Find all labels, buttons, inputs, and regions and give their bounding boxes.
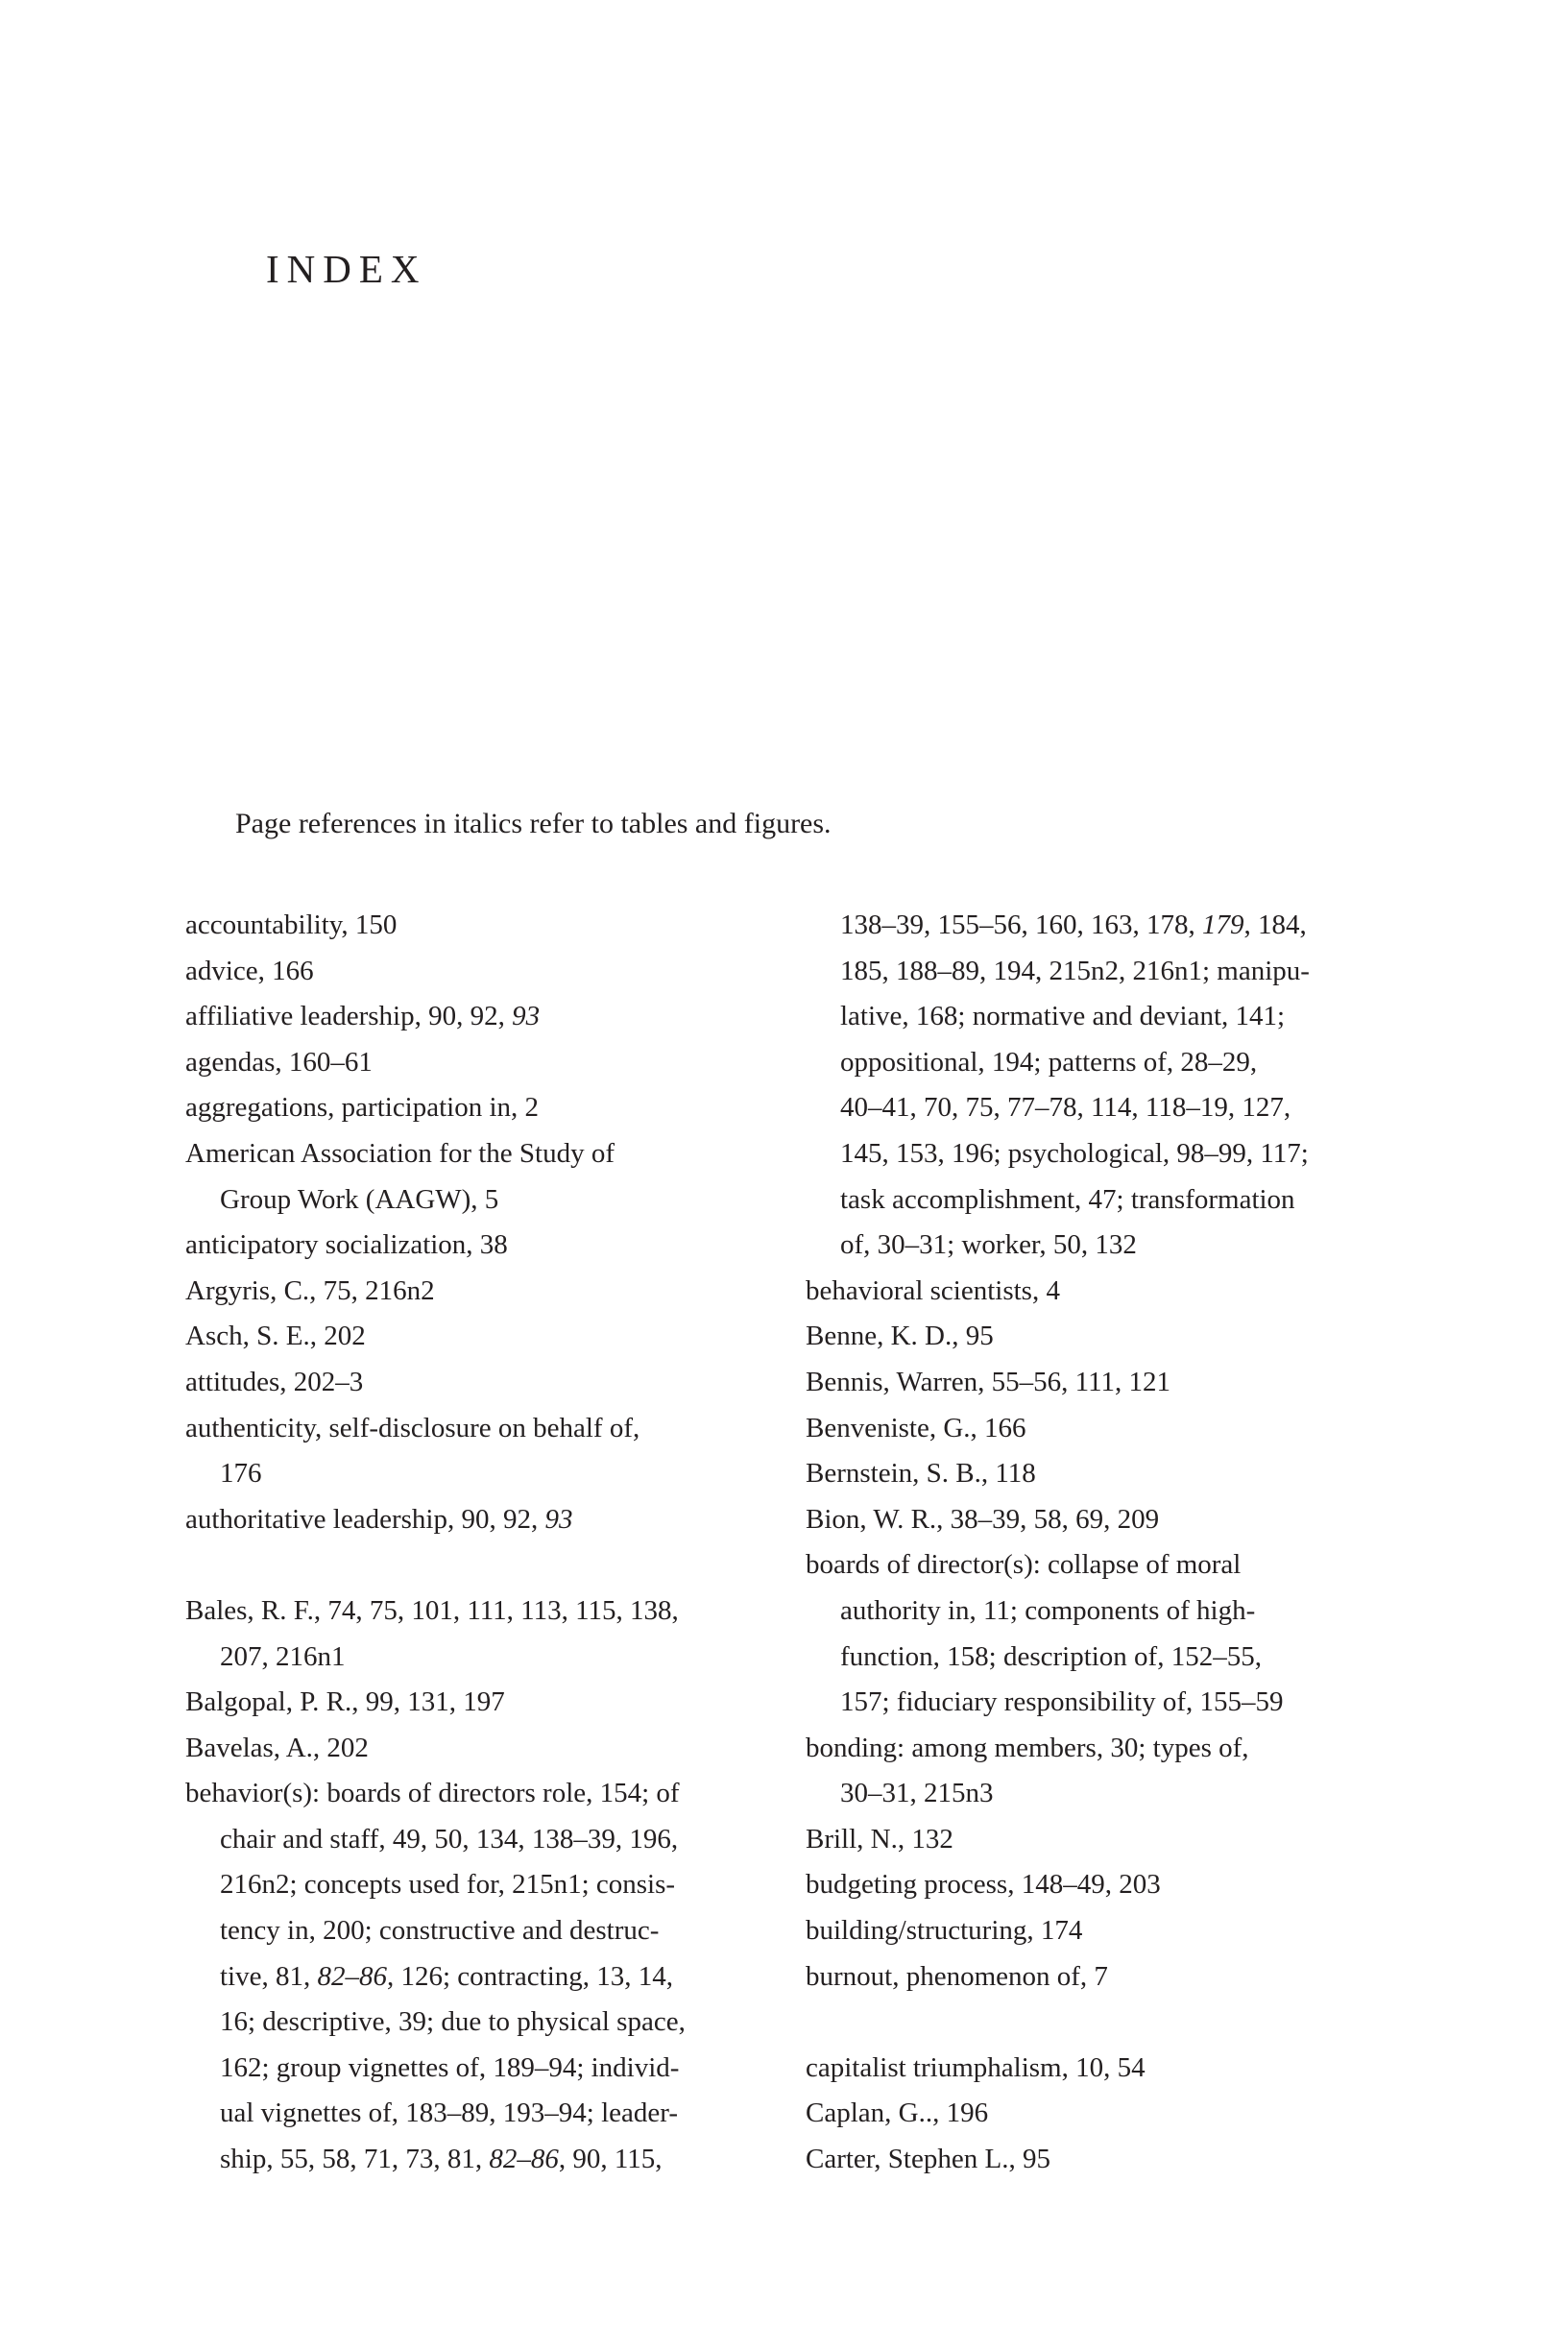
index-entry-line <box>806 1360 1310 1406</box>
entry-text: , 90, 115, <box>558 2144 663 2175</box>
index-entry-line <box>185 1954 686 2000</box>
entry-text: attitudes, 202–3 <box>185 1366 364 1397</box>
index-entry-line <box>806 1269 1310 1315</box>
entry-text: American Association for the Study of <box>185 1137 615 1169</box>
index-entry-line <box>185 1726 686 1772</box>
italic-page-ref: 82–86 <box>489 2144 559 2175</box>
index-entry-line <box>185 1360 686 1406</box>
index-entry-line <box>806 2091 1310 2137</box>
index-entry-line <box>806 1635 1310 1681</box>
index-entry-line <box>185 1451 686 1497</box>
entry-text: Caplan, G.., 196 <box>806 2097 989 2129</box>
index-entry-line <box>806 949 1310 995</box>
index-entry-line <box>806 1726 1310 1772</box>
entry-text: Bennis, Warren, 55–56, 111, 121 <box>806 1366 1170 1397</box>
entry-text: accountability, 150 <box>185 909 398 940</box>
entry-text: authority in, 11; components of high- <box>840 1594 1256 1626</box>
index-entry-line <box>185 1131 686 1177</box>
index-column-left <box>185 903 686 2183</box>
entry-text: Balgopal, P. R., 99, 131, 197 <box>185 1686 505 1718</box>
entry-text: Benne, K. D., 95 <box>806 1321 994 1352</box>
page-title: INDEX <box>266 247 427 291</box>
index-entry-line <box>185 1588 686 1635</box>
index-entry-line <box>185 1497 686 1543</box>
entry-text: task accomplishment, 47; transformation <box>840 1183 1295 1215</box>
index-entry-line <box>185 1085 686 1131</box>
index-entry-line <box>185 1040 686 1086</box>
index-entry-line <box>185 1223 686 1269</box>
index-entry-line <box>185 1406 686 1452</box>
index-entry-line <box>806 1680 1310 1726</box>
entry-text: agendas, 160–61 <box>185 1046 373 1078</box>
entry-text: building/structuring, 174 <box>806 1915 1083 1947</box>
index-entry-line <box>806 1040 1310 1086</box>
entry-text: burnout, phenomenon of, 7 <box>806 1960 1108 1992</box>
index-entry-line <box>806 994 1310 1040</box>
index-entry-line <box>806 1862 1310 1908</box>
entry-text: 216n2; concepts used for, 215n1; consis- <box>220 1869 676 1901</box>
index-entry-line <box>185 1635 686 1681</box>
italic-page-ref: 82–86 <box>317 1960 387 1992</box>
index-entry-line <box>806 1314 1310 1360</box>
entry-text: 157; fiduciary responsibility of, 155–59 <box>840 1686 1284 1718</box>
entry-text: of, 30–31; worker, 50, 132 <box>840 1229 1137 1261</box>
entry-text: Bales, R. F., 74, 75, 101, 111, 113, 115, 138, <box>185 1594 679 1626</box>
entry-text: 176 <box>220 1458 262 1490</box>
index-entry-line <box>185 994 686 1040</box>
index-entry-line <box>806 2046 1310 2092</box>
index-entry-line <box>185 2000 686 2046</box>
entry-text: anticipatory socialization, 38 <box>185 1229 508 1261</box>
index-entry-line <box>185 2046 686 2092</box>
entry-text: bonding: among members, 30; types of, <box>806 1732 1249 1763</box>
index-entry-line <box>806 1451 1310 1497</box>
index-entry-line <box>806 1954 1310 2000</box>
entry-text: capitalist triumphalism, 10, 54 <box>806 2051 1146 2083</box>
index-entry-line <box>185 1177 686 1224</box>
entry-text: behavior(s): boards of directors role, 154; of <box>185 1778 680 1809</box>
entry-text: Bavelas, A., 202 <box>185 1732 369 1763</box>
index-column-right <box>806 903 1310 2183</box>
entry-text: budgeting process, 148–49, 203 <box>806 1869 1161 1901</box>
entry-text: 162; group vignettes of, 189–94; individ- <box>220 2051 680 2083</box>
index-entry-line <box>185 1771 686 1817</box>
entry-text: 145, 153, 196; psychological, 98–99, 117; <box>840 1137 1309 1169</box>
entry-text: function, 158; description of, 152–55, <box>840 1640 1262 1672</box>
entry-text: boards of director(s): collapse of moral <box>806 1549 1242 1581</box>
index-entry-line <box>185 903 686 949</box>
italic-page-ref: 179 <box>1202 909 1244 940</box>
entry-text: chair and staff, 49, 50, 134, 138–39, 196, <box>220 1823 679 1855</box>
entry-text: affiliative leadership, 90, 92, <box>185 1001 513 1032</box>
index-entry-line <box>806 1085 1310 1131</box>
entry-text: ship, 55, 58, 71, 73, 81, <box>220 2144 490 2175</box>
entry-text: 138–39, 155–56, 160, 163, 178, <box>840 909 1202 940</box>
index-blank-line <box>806 2000 1310 2046</box>
index-entry-line <box>806 1817 1310 1863</box>
index-entry-line <box>185 2137 686 2183</box>
entry-text: Bernstein, S. B., 118 <box>806 1458 1036 1490</box>
index-entry-line <box>806 1771 1310 1817</box>
entry-text: , 126; contracting, 13, 14, <box>387 1960 674 1992</box>
entry-text: tency in, 200; constructive and destruc- <box>220 1915 660 1947</box>
entry-text: behavioral scientists, 4 <box>806 1274 1060 1306</box>
index-entry-line <box>806 1542 1310 1588</box>
index-entry-line <box>806 1406 1310 1452</box>
entry-text: 16; descriptive, 39; due to physical space, <box>220 2006 686 2038</box>
index-entry-line <box>806 2137 1310 2183</box>
index-entry-line <box>806 1177 1310 1224</box>
index-entry-line <box>185 1908 686 1954</box>
entry-text: Asch, S. E., 202 <box>185 1321 366 1352</box>
entry-text: 185, 188–89, 194, 215n2, 216n1; manipu- <box>840 955 1310 986</box>
entry-text: lative, 168; normative and deviant, 141; <box>840 1001 1286 1032</box>
entry-text: Carter, Stephen L., 95 <box>806 2144 1050 2175</box>
entry-text: Benveniste, G., 166 <box>806 1412 1026 1443</box>
index-entry-line <box>185 1817 686 1863</box>
index-entry-line <box>185 2091 686 2137</box>
entry-text: 30–31, 215n3 <box>840 1778 994 1809</box>
entry-text: oppositional, 194; patterns of, 28–29, <box>840 1046 1258 1078</box>
entry-text: aggregations, participation in, 2 <box>185 1092 540 1124</box>
entry-text: 207, 216n1 <box>220 1640 346 1672</box>
entry-text: authenticity, self-disclosure on behalf of, <box>185 1412 640 1443</box>
italic-page-ref: 93 <box>512 1001 541 1032</box>
index-entry-line <box>185 1680 686 1726</box>
index-entry-line <box>806 1908 1310 1954</box>
index-entry-line <box>806 1588 1310 1635</box>
index-entry-line <box>185 1314 686 1360</box>
entry-text: authoritative leadership, 90, 92, <box>185 1503 545 1535</box>
entry-text: Group Work (AAGW), 5 <box>220 1183 499 1215</box>
index-entry-line <box>185 949 686 995</box>
index-entry-line <box>806 1497 1310 1543</box>
index-entry-line <box>185 1862 686 1908</box>
entry-text: tive, 81, <box>220 1960 318 1992</box>
entry-text: Argyris, C., 75, 216n2 <box>185 1274 435 1306</box>
italics-note: Page references in italics refer to tables and figures. <box>235 808 832 839</box>
entry-text: Brill, N., 132 <box>806 1823 953 1855</box>
entry-text: Bion, W. R., 38–39, 58, 69, 209 <box>806 1503 1160 1535</box>
entry-text: ual vignettes of, 183–89, 193–94; leader- <box>220 2097 678 2129</box>
index-entry-line <box>806 1223 1310 1269</box>
index-entry-line <box>806 1131 1310 1177</box>
index-entry-line <box>185 1269 686 1315</box>
italic-page-ref: 93 <box>544 1503 573 1535</box>
index-blank-line <box>185 1542 686 1588</box>
entry-text: 40–41, 70, 75, 77–78, 114, 118–19, 127, <box>840 1092 1291 1124</box>
index-entry-line <box>806 903 1310 949</box>
entry-text: advice, 166 <box>185 955 314 986</box>
entry-text: , 184, <box>1243 909 1307 940</box>
